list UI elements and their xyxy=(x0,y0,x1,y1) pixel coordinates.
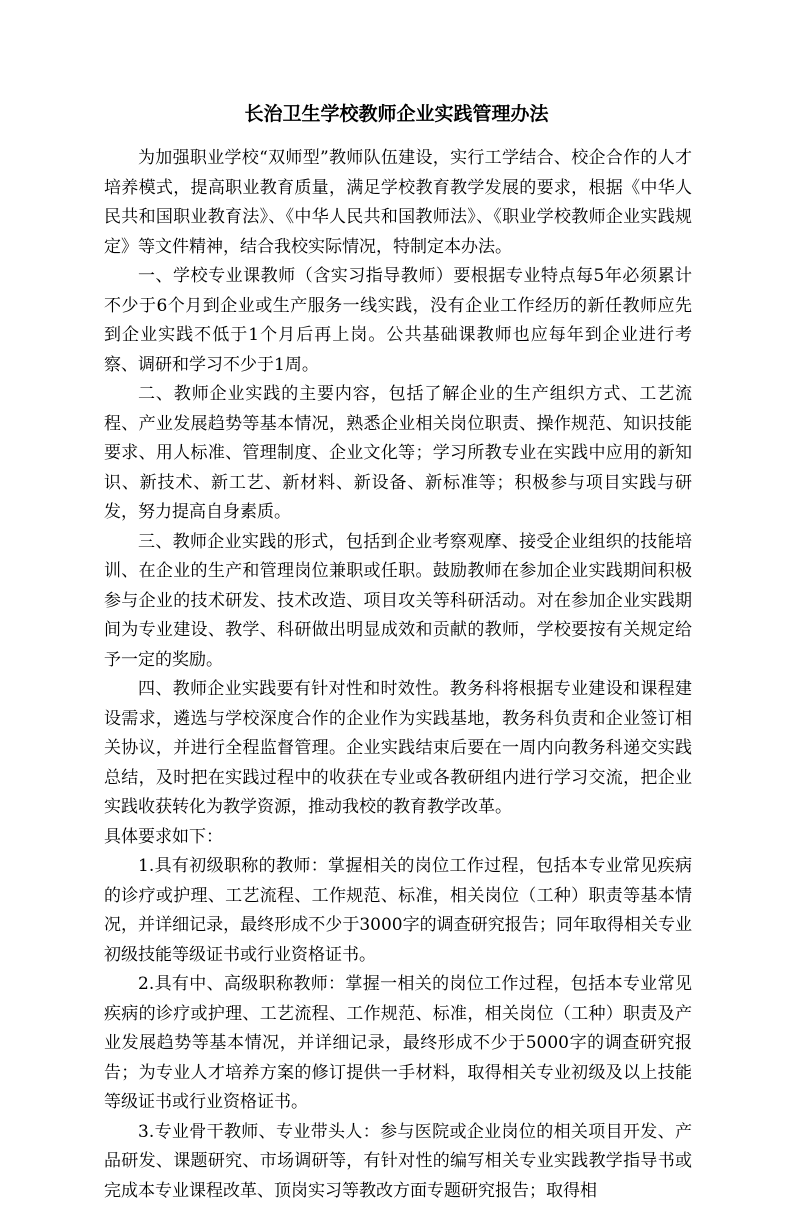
intro-paragraph: 为加强职业学校“双师型”教师队伍建设，实行工学结合、校企合作的人才培养模式，提高职业教育质量，满足学校教育教学发展的要求，根据《中华人民共和国职业教育法》、《中华人民共和国教师法》、《职业学校教师企业实践规定》等文件精神，结合我校实际情况，特制定本办法。 xyxy=(104,144,692,262)
section-4-paragraph: 四、教师企业实践要有针对性和时效性。教务科将根据专业建设和课程建设需求，遴选与学校深度合作的企业作为实践基地，教务科负责和企业签订相关协议，并进行全程监督管理。企业实践结束后要在一周内向教务科递交实践总结，及时把在实践过程中的收获在专业或各教研组内进行学习交流，把企业实践收获转化为教学资源，推动我校的教育教学改革。 xyxy=(104,675,692,823)
document-title: 长治卫生学校教师企业实践管理办法 xyxy=(0,100,793,128)
requirements-heading: 具体要求如下： xyxy=(104,823,692,853)
requirement-1-paragraph: 1.具有初级职称的教师：掌握相关的岗位工作过程，包括本专业常见疾病的诊疗或护理、工艺流程、工作规范、标准，相关岗位（工种）职责等基本情况，并详细记录，最终形成不少于3000字的调查研究报告；同年取得相关专业初级技能等级证书或行业资格证书。 xyxy=(104,852,692,970)
section-2-paragraph: 二、教师企业实践的主要内容，包括了解企业的生产组织方式、工艺流程、产业发展趋势等基本情况，熟悉企业相关岗位职责、操作规范、知识技能要求、用人标准、管理制度、企业文化等；学习所教专业在实践中应用的新知识、新技术、新工艺、新材料、新设备、新标准等；积极参与项目实践与研发，努力提高自身素质。 xyxy=(104,380,692,528)
requirement-2-paragraph: 2.具有中、高级职称教师：掌握一相关的岗位工作过程，包括本专业常见疾病的诊疗或护理、工艺流程、工作规范、标准，相关岗位（工种）职责及产业发展趋势等基本情况，并详细记录，最终形成不少于5000字的调查研究报告；为专业人才培养方案的修订提供一手材料，取得相关专业初级及以上技能等级证书或行业资格证书。 xyxy=(104,970,692,1118)
document-body xyxy=(104,144,692,1206)
section-3-paragraph: 三、教师企业实践的形式，包括到企业考察观摩、接受企业组织的技能培训、在企业的生产和管理岗位兼职或任职。鼓励教师在参加企业实践期间积极参与企业的技术研发、技术改造、项目攻关等科研活动。对在参加企业实践期间为专业建设、教学、科研做出明显成效和贡献的教师，学校要按有关规定给予一定的奖励。 xyxy=(104,528,692,676)
requirement-3-paragraph: 3.专业骨干教师、专业带头人：参与医院或企业岗位的相关项目开发、产品研发、课题研究、市场调研等，有针对性的编写相关专业实践教学指导书或完成本专业课程改革、顶岗实习等教改方面专题研究报告；取得相 xyxy=(104,1118,692,1206)
section-1-paragraph: 一、学校专业课教师（含实习指导教师）要根据专业特点每5年必须累计不少于6个月到企业或生产服务一线实践，没有企业工作经历的新任教师应先到企业实践不低于1个月后再上岗。公共基础课教师也应每年到企业进行考察、调研和学习不少于1周。 xyxy=(104,262,692,380)
